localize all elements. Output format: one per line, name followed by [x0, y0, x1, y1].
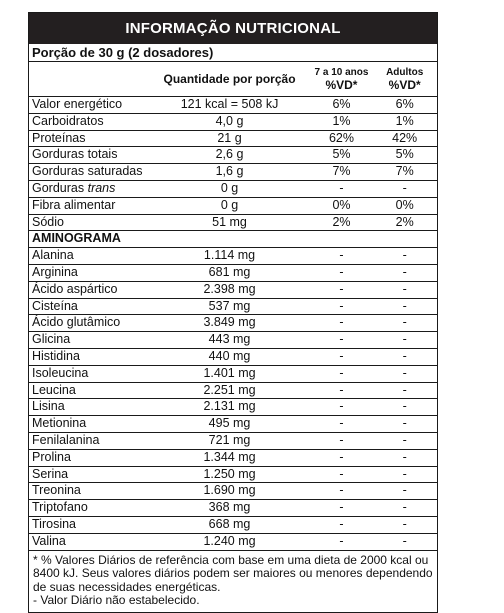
row-vd-adults: - — [402, 264, 407, 279]
row-vd-adults: - — [402, 248, 407, 263]
row-vd-kids: - — [339, 264, 344, 279]
row-label-text: Cisteína — [32, 298, 78, 313]
row-label — [29, 299, 148, 315]
aminogram-row — [29, 467, 437, 484]
footnote-not-established: - Valor Diário não estabelecido. — [33, 593, 200, 608]
row-vd-adults: - — [402, 382, 407, 397]
row-label — [29, 164, 148, 180]
row-vd-kids: - — [339, 315, 344, 330]
row-label-text: Valor energético — [32, 97, 123, 111]
row-label — [29, 282, 148, 298]
row-amount: 2.398 mg — [203, 281, 256, 296]
row-label-text: Gorduras — [32, 180, 85, 195]
row-amount: 721 mg — [208, 432, 251, 447]
row-amount: 440 mg — [208, 348, 251, 363]
row-vd-kids: - — [339, 298, 344, 313]
row-label-text: Ácido glutâmico — [32, 315, 121, 330]
aminogram-row — [29, 366, 437, 383]
row-label-text: Treonina — [32, 483, 81, 498]
row-vd-adults: - — [402, 332, 407, 347]
aminogram-row — [29, 332, 437, 349]
footnote — [29, 551, 437, 612]
row-label-text: Tirosina — [32, 516, 76, 531]
row-amount: 1,6 g — [215, 164, 244, 179]
row-label-text: Gorduras totais — [32, 147, 118, 162]
row-vd-kids: 1% — [332, 113, 351, 128]
row-label-text: Leucina — [32, 382, 76, 397]
row-amount: 0 g — [220, 180, 239, 195]
row-label — [29, 97, 148, 113]
row-vd-adults: - — [402, 483, 407, 498]
header-kids-vd: %VD* — [325, 78, 358, 92]
row-label-text: Prolina — [32, 449, 71, 464]
row-label — [29, 383, 148, 399]
aminogram-row — [29, 399, 437, 416]
row-label-text: Carboidratos — [32, 113, 104, 128]
row-vd-kids: 2% — [332, 214, 351, 229]
row-amount: 1.250 mg — [203, 466, 256, 481]
column-header-row — [29, 62, 437, 97]
row-label — [29, 198, 148, 214]
row-label — [29, 433, 148, 449]
footnote-reference: * % Valores Diários de referência com base em uma dieta de 2000 kcal ou 8400 kJ. Seus valores diários podem ser maiores ou menores dependendo de suas necessidades energéticas. — [33, 552, 433, 594]
row-label-text: Fenilalanina — [32, 432, 100, 447]
row-label-text: Serina — [32, 466, 69, 481]
row-vd-adults: - — [402, 348, 407, 363]
nutrient-row — [29, 215, 437, 232]
row-amount: 2,6 g — [215, 147, 244, 162]
row-label — [29, 349, 148, 365]
header-kids-group: 7 a 10 anos — [314, 67, 369, 78]
row-label — [29, 114, 148, 130]
row-amount: 1.690 mg — [203, 483, 256, 498]
aminogram-row — [29, 450, 437, 467]
row-amount: 668 mg — [208, 516, 251, 531]
nutrient-row — [29, 181, 437, 198]
row-vd-kids: - — [339, 500, 344, 515]
row-label-text: Lisina — [32, 399, 65, 414]
row-vd-kids: 5% — [332, 147, 351, 162]
nutrition-facts-table — [28, 12, 438, 613]
aminogram-row — [29, 483, 437, 500]
row-amount: 51 mg — [212, 214, 247, 229]
nutrient-row — [29, 198, 437, 215]
header-adults-group: Adultos — [386, 67, 424, 78]
row-vd-adults: - — [402, 315, 407, 330]
aminogram-row — [29, 517, 437, 534]
row-vd-adults: 5% — [395, 147, 414, 162]
aminogram-row — [29, 349, 437, 366]
row-label-text: Triptofano — [32, 500, 88, 515]
row-vd-kids: - — [339, 432, 344, 447]
row-vd-kids: - — [339, 483, 344, 498]
row-amount: 681 mg — [208, 264, 251, 279]
nutrient-row — [29, 131, 437, 148]
row-vd-adults: - — [402, 449, 407, 464]
aminogram-row — [29, 265, 437, 282]
portion-size: Porção de 30 g (2 dosadores) — [29, 44, 437, 62]
header-spacer — [29, 62, 148, 96]
header-kids — [311, 62, 373, 96]
row-vd-kids: - — [339, 248, 344, 263]
row-vd-kids: - — [339, 382, 344, 397]
aminogram-row — [29, 433, 437, 450]
row-label-text: Isoleucina — [32, 365, 89, 380]
row-vd-adults: - — [402, 365, 407, 380]
row-vd-adults: 7% — [395, 164, 414, 179]
row-amount: 0 g — [220, 197, 239, 212]
row-label — [29, 215, 148, 231]
row-label-text: Proteínas — [32, 130, 86, 145]
row-vd-kids: 62% — [328, 130, 354, 145]
nutrient-row — [29, 147, 437, 164]
row-label-text: Valina — [32, 533, 66, 548]
row-vd-kids: - — [339, 416, 344, 431]
row-label-text: Glicina — [32, 332, 71, 347]
row-label — [29, 399, 148, 415]
row-vd-adults: - — [402, 416, 407, 431]
row-vd-adults: 0% — [395, 197, 414, 212]
aminogram-row — [29, 534, 437, 551]
row-vd-kids: 6% — [332, 97, 351, 111]
row-vd-kids: - — [339, 348, 344, 363]
header-adults-vd: %VD* — [388, 78, 421, 92]
nutrient-row — [29, 164, 437, 181]
row-amount: 495 mg — [208, 416, 251, 431]
nutrient-rows — [29, 97, 437, 231]
row-amount: 121 kcal = 508 kJ — [180, 97, 279, 111]
row-label — [29, 450, 148, 466]
row-amount: 537 mg — [208, 298, 251, 313]
row-label-text: Sódio — [32, 214, 64, 229]
row-amount: 1.240 mg — [203, 533, 256, 548]
row-label — [29, 332, 148, 348]
nutrient-row — [29, 97, 437, 114]
row-vd-adults: - — [402, 298, 407, 313]
row-vd-adults: - — [402, 432, 407, 447]
row-vd-adults: 6% — [395, 97, 414, 111]
row-label-text: Fibra alimentar — [32, 197, 116, 212]
row-label — [29, 265, 148, 281]
row-label — [29, 248, 148, 264]
row-label — [29, 181, 148, 197]
aminogram-row — [29, 282, 437, 299]
row-vd-kids: - — [339, 449, 344, 464]
aminogram-row — [29, 315, 437, 332]
row-vd-adults: 42% — [392, 130, 418, 145]
row-vd-adults: - — [402, 466, 407, 481]
row-label — [29, 500, 148, 516]
aminogram-row — [29, 383, 437, 400]
row-vd-kids: 0% — [332, 197, 351, 212]
row-amount: 1.114 mg — [203, 248, 256, 263]
row-vd-kids: - — [339, 332, 344, 347]
row-amount: 21 g — [217, 130, 242, 145]
row-amount: 2.131 mg — [203, 399, 256, 414]
row-vd-kids: - — [339, 281, 344, 296]
row-vd-adults: - — [402, 180, 407, 195]
row-amount: 1.401 mg — [203, 365, 256, 380]
row-vd-adults: - — [402, 399, 407, 414]
row-vd-adults: - — [402, 500, 407, 515]
row-label — [29, 416, 148, 432]
row-vd-kids: - — [339, 365, 344, 380]
aminogram-row — [29, 248, 437, 265]
row-label-text: Histidina — [32, 348, 80, 363]
nutrient-row — [29, 114, 437, 131]
row-amount: 368 mg — [208, 500, 251, 515]
row-label-italic: trans — [87, 180, 116, 195]
row-label — [29, 366, 148, 382]
row-label — [29, 517, 148, 533]
row-vd-kids: - — [339, 533, 344, 548]
header-quantity: Quantidade por porção — [163, 72, 296, 86]
row-label-text: Metionina — [32, 416, 87, 431]
row-vd-kids: - — [339, 399, 344, 414]
row-label-text: Gorduras saturadas — [32, 164, 143, 179]
aminogram-heading: AMINOGRAMA — [29, 231, 437, 248]
row-label-text: Arginina — [32, 264, 78, 279]
row-label — [29, 147, 148, 163]
row-vd-adults: 1% — [395, 113, 414, 128]
aminogram-row — [29, 299, 437, 316]
row-vd-kids: - — [339, 466, 344, 481]
row-label — [29, 315, 148, 331]
table-title: INFORMAÇÃO NUTRICIONAL — [29, 13, 437, 44]
row-vd-kids: - — [339, 180, 344, 195]
row-amount: 3.849 mg — [203, 315, 256, 330]
header-adults — [372, 62, 437, 96]
row-label — [29, 483, 148, 499]
row-vd-kids: - — [339, 516, 344, 531]
aminogram-rows — [29, 248, 437, 550]
row-vd-adults: - — [402, 281, 407, 296]
aminogram-row — [29, 416, 437, 433]
row-label — [29, 131, 148, 147]
row-amount: 1.344 mg — [203, 449, 256, 464]
row-label — [29, 534, 148, 550]
row-vd-adults: - — [402, 533, 407, 548]
row-amount: 2.251 mg — [203, 382, 256, 397]
row-vd-kids: 7% — [332, 164, 351, 179]
row-amount: 443 mg — [208, 332, 251, 347]
row-label-text: Ácido aspártico — [32, 281, 118, 296]
row-label — [29, 467, 148, 483]
row-label-text: Alanina — [32, 248, 74, 263]
aminogram-row — [29, 500, 437, 517]
row-vd-adults: 2% — [395, 214, 414, 229]
row-amount: 4,0 g — [215, 113, 244, 128]
row-vd-adults: - — [402, 516, 407, 531]
